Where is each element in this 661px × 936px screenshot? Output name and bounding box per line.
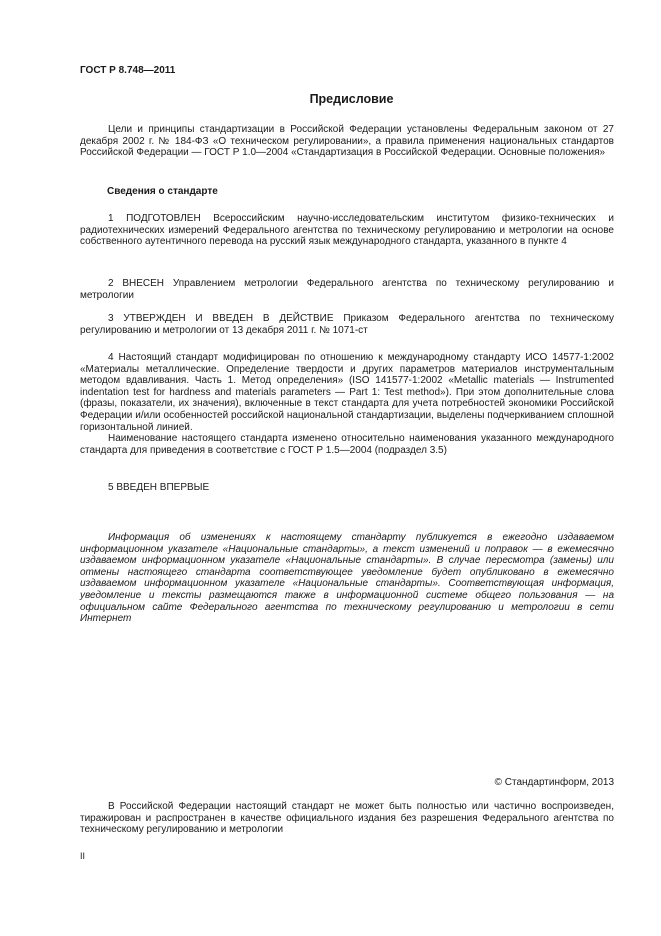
footer-note: [80, 801, 614, 836]
item-4-rename-text: Наименование настоящего стандарта изменено относительно наименования указанного международного стандарта для приведения в соответствие с ГОСТ Р 1.5—2004 (подраздел 3.5): [80, 433, 614, 456]
item-3: [80, 313, 614, 336]
item-1-text: 1 ПОДГОТОВЛЕН Всероссийским научно-исследовательским институтом физико-технических и радиотехнических измерений Федерального агентства по техническому регулированию и метрологии на основе собственного аутентичного перевода на русский язык международного стандарта, указанного в пункте 4: [80, 213, 614, 248]
section-subheading: Сведения о стандарте: [107, 186, 218, 197]
info-note: [80, 532, 614, 625]
item-5: [80, 482, 614, 494]
item-4-text: 4 Настоящий стандарт модифицирован по отношению к международному стандарту ИСО 14577-1:2002 «Материалы металлические. Определение твердости и других параметров материалов инструментальным методом вдавливания. Часть 1. Метод определения» (ISO 141577-1:2002 «Metallic materials — Instrumented indentation test for hardness and materials parameters — Part 1: Test method»). При этом дополнительные слова (фразы, показатели, их значения), включенные в текст стандарта для учета потребностей экономики Российской Федерации и/или особенностей российской национальной стандартизации, выделены подчеркиванием сплошной горизонтальной линией.: [80, 352, 614, 433]
document-code: ГОСТ Р 8.748—2011: [80, 65, 176, 76]
footer-note-text: В Российской Федерации настоящий стандарт не может быть полностью или частично воспроизведен, тиражирован и распространен в качестве официального издания без разрешения Федерального агентства по техническому регулированию и метрологии: [80, 801, 614, 836]
item-4: [80, 352, 614, 456]
copyright: © Стандартинформ, 2013: [494, 777, 614, 788]
intro-paragraph: [80, 124, 614, 159]
intro-text: Цели и принципы стандартизации в Российской Федерации установлены Федеральным законом от 27 декабря 2002 г. № 184-ФЗ «О техническом регулировании», а правила применения национальных стандартов Российской Федерации — ГОСТ Р 1.0—2004 «Стандартизация в Российской Федерации. Основные положения»: [80, 124, 614, 159]
info-note-text: Информация об изменениях к настоящему стандарту публикуется в ежегодно издаваемом информационном указателе «Национальные стандарты», а текст изменений и поправок — в ежемесячно издаваемом информационном указателе «Национальные стандарты». В случае пересмотра (замены) или отмены настоящего стандарта соответствующее уведомление будет опубликовано в ежемесячно издаваемом информационном указателе «Национальные стандарты». Соответствующая информация, уведомление и тексты размещаются также в информационной системе общего пользования — на официальном сайте Федерального агентства по техническому регулированию и метрологии в сети Интернет: [80, 532, 614, 625]
item-1: [80, 213, 614, 248]
page-title: Предисловие: [309, 92, 394, 106]
item-5-text: 5 ВВЕДЕН ВПЕРВЫЕ: [108, 482, 210, 493]
item-2: [80, 278, 614, 301]
page-number: II: [80, 851, 86, 861]
item-3-text: 3 УТВЕРЖДЕН И ВВЕДЕН В ДЕЙСТВИЕ Приказом Федерального агентства по техническому регулированию и метрологии от 13 декабря 2011 г. № 1071-ст: [80, 313, 614, 336]
item-2-text: 2 ВНЕСЕН Управлением метрологии Федерального агентства по техническому регулированию и метрологии: [80, 278, 614, 301]
